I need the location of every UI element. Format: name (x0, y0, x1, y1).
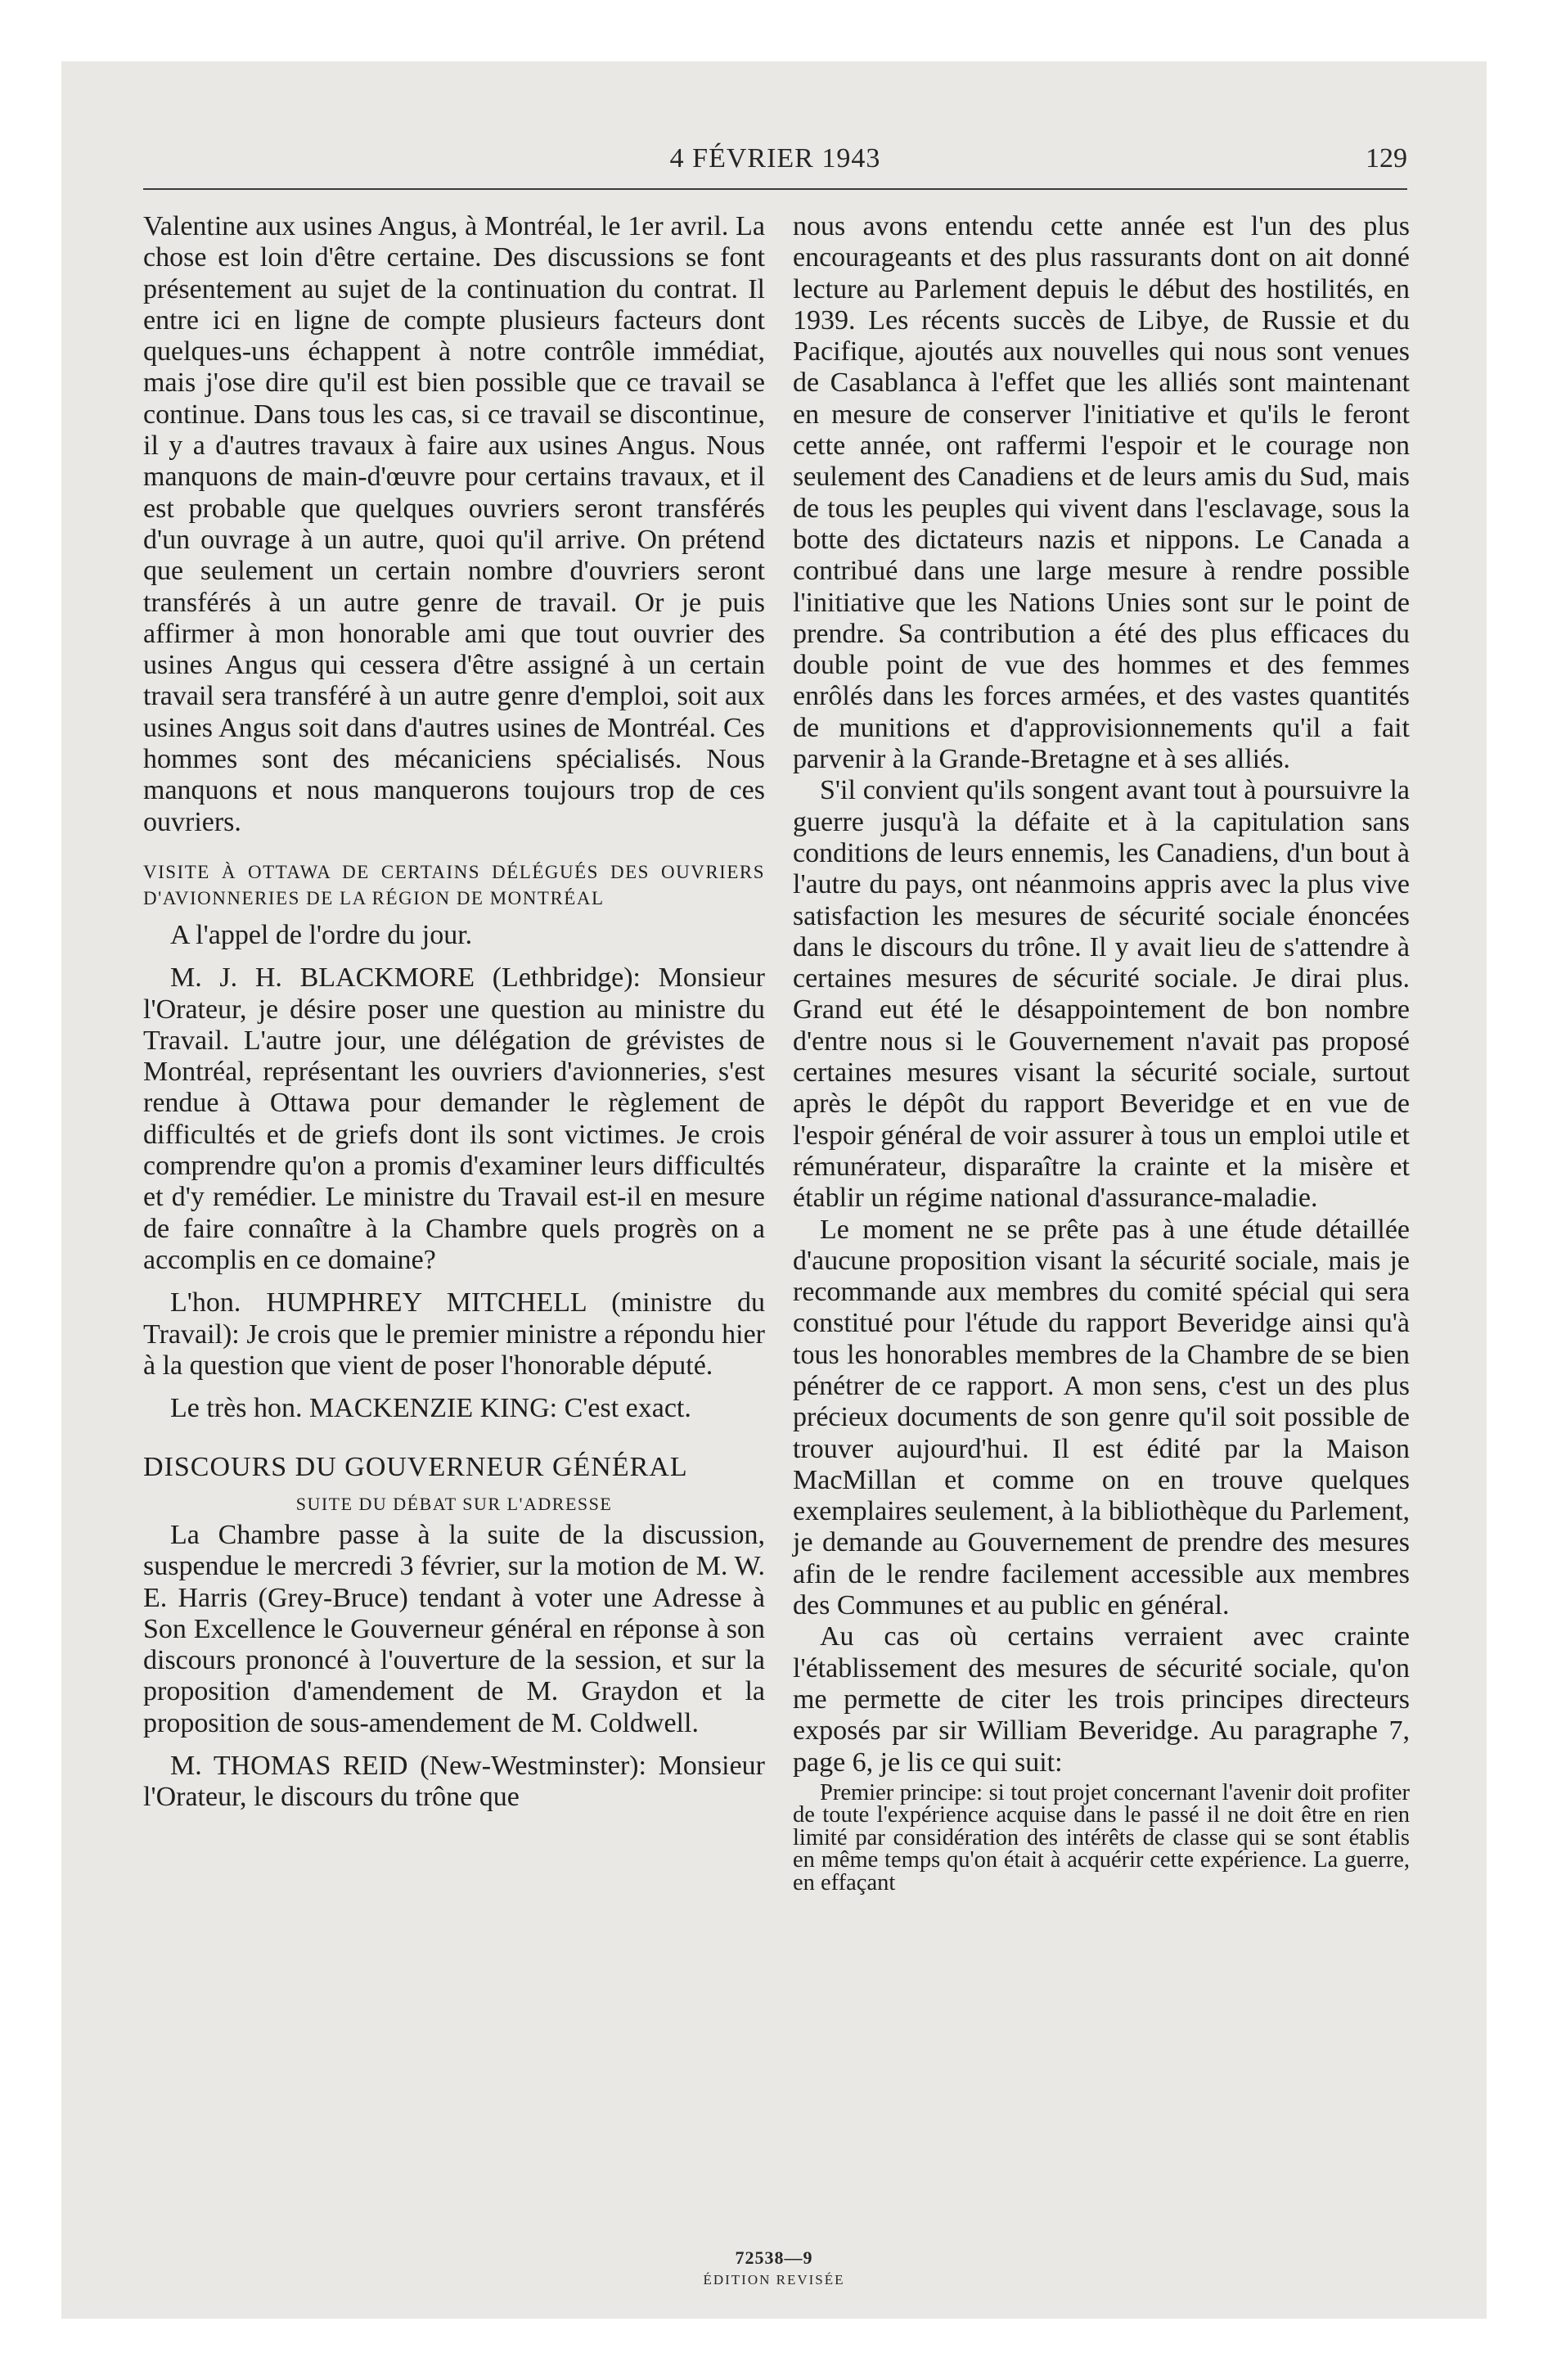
paragraph: Au cas où certains verraient avec crainte l'établissement des mesures de sécurité sociale, qu'on me permette de citer les trois principes directeurs exposés par sir William Beveridge. Au paragraphe 7, page 6, je lis ce qui suit: (793, 1621, 1410, 1778)
left-column (143, 211, 765, 1814)
speech-mitchell: L'hon. HUMPHREY MITCHELL (ministre du Travail): Je crois que le premier ministre a répondu hier à la question que vient de poser l'honorable député. (143, 1287, 765, 1381)
edition-label: ÉDITION REVISÉE (703, 2272, 845, 2288)
paragraph: nous avons entendu cette année est l'un des plus encourageants et des plus rassurants dont on ait donné lecture au Parlement depuis le début des hostilités, en 1939. Les récents succès de Libye, de Russie et du Pacifique, ajoutés aux nouvelles qui nous sont venues de Casablanca à l'effet que les alliés sont maintenant en mesure de conserver l'initiative et qu'ils le feront cette année, ont raffermi l'espoir et le courage non seulement des Canadiens et de leurs amis du Sud, mais de tous les peuples qui vivent dans l'esclavage, sous la botte des dictateurs nazis et nippons. Le Canada a contribué dans une large mesure à rendre possible l'initiative que les Nations Unies sont sur le point de prendre. Sa contribution a été des plus efficaces du double point de vue des hommes et des femmes enrôlés dans les forces armées, et des vastes quantités de munitions et d'approvisionnements qu'il a fait parvenir à la Grande-Bretagne et à ses alliés. (793, 211, 1410, 775)
block-quote: Premier principe: si tout projet concernant l'avenir doit profiter de toute l'expérience acquise dans le passé il ne doit être en rien limité par considération des intérêts de classe qui se sont établis en même temps qu'on était à acquérir cette expérience. La guerre, en effaçant (793, 1779, 1410, 1895)
section-subheading: SUITE DU DÉBAT SUR L'ADRESSE (295, 1493, 613, 1514)
paragraph: S'il convient qu'ils songent avant tout à poursuivre la guerre jusqu'à la défaite et à la capitulation sans conditions de leurs ennemis, les Canadiens, d'un bout à l'autre du pays, ont néanmoins appris avec la plus vive satisfaction les mesures de sécurité sociale énoncées dans le discours du trône. Il y avait lieu de s'attendre à certaines mesures de sécurité sociale. Je dirai plus. Grand eut été le désappointement de bon nombre d'entre nous si le Gouvernement n'avait pas proposé certaines mesures visant la sécurité sociale, surtout après le dépôt du rapport Beveridge et en vue de l'espoir général de voir assurer à tous un emploi utile et rémunérateur, disparaître la crainte et la misère et établir un régime national d'assurance-maladie. (793, 775, 1410, 1214)
print-code: 72538—9 (735, 2247, 813, 2268)
page-footer (0, 2247, 1548, 2288)
page-date: 4 FÉVRIER 1943 (669, 143, 881, 174)
speech-reid: M. THOMAS REID (New-Westminster): Monsieur l'Orateur, le discours du trône que (143, 1751, 765, 1813)
page-header (143, 143, 1407, 192)
paragraph: Le moment ne se prête pas à une étude détaillée d'aucune proposition visant la sécurité sociale, mais je recommande aux membres du comité spécial qui sera constitué pour l'étude du rapport Beveridge ainsi qu'à tous les honorables membres de la Chambre de se bien pénétrer de ce rapport. A mon sens, c'est un des plus précieux documents de son genre qu'il soit possible de trouver aujourd'hui. Il est édité par la Maison MacMillan et comme on en trouve quelques exemplaires seulement, à la bibliothèque du Parlement, je demande au Gouvernement de prendre des mesures afin de le rendre facilement accessible aux membres des Communes et au public en général. (793, 1214, 1410, 1621)
section-heading: VISITE À OTTAWA DE CERTAINS DÉLÉGUÉS DES OUVRIERS D'AVIONNERIES DE LA RÉGION DE MONTRÉAL (143, 861, 765, 908)
speech-king: Le très hon. MACKENZIE KING: C'est exact. (170, 1393, 691, 1424)
speech-blackmore: M. J. H. BLACKMORE (Lethbridge): Monsieur l'Orateur, je désire poser une question au ministre du Travail. L'autre jour, une délégation de grévistes de Montréal, représentant les ouvriers d'avionneries, s'est rendue à Ottawa pour demander le règlement de difficultés et de griefs dont ils sont victimes. Je crois comprendre qu'on a promis d'examiner leurs difficultés et d'y remédier. Le ministre du Travail est-il en mesure de faire connaître à la Chambre quels progrès on a accomplis en ce domaine? (143, 962, 765, 1275)
header-rule (143, 188, 1407, 190)
paragraph: La Chambre passe à la suite de la discussion, suspendue le mercredi 3 février, sur la motion de M. W. E. Harris (Grey-Bruce) tendant à voter une Adresse à Son Excellence le Gouverneur général en réponse à son discours prononcé à l'ouverture de la session, et sur la proposition d'amendement de M. Graydon et la proposition de sous-amendement de M. Coldwell. (143, 1519, 765, 1738)
paragraph: A l'appel de l'ordre du jour. (170, 919, 473, 950)
right-column (793, 211, 1410, 1894)
paragraph: Valentine aux usines Angus, à Montréal, le 1er avril. La chose est loin d'être certaine. Des discussions se font présentement au sujet de la continuation du contrat. Il entre ici en ligne de compte plusieurs facteurs dont quelques-uns échappent à notre contrôle immédiat, mais j'ose dire qu'il est bien possible que ce travail se continue. Dans tous les cas, si ce travail se discontinue, il y a d'autres travaux à faire aux usines Angus. Nous manquons de main-d'œuvre pour certains travaux, et il est probable que quelques ouvriers seront transférés d'un ouvrage à un autre, quoi qu'il arrive. On prétend que seulement un certain nombre d'ouvriers seront transférés à un autre genre de travail. Or je puis affirmer à mon honorable ami que tout ouvrier des usines Angus qui cessera d'être assigné à un certain travail sera transféré à un autre genre d'emploi, soit aux usines Angus soit dans d'autres usines de Montréal. Ces hommes sont des mécaniciens spécialisés. Nous manquons et nous manquerons toujours trop de ces ouvriers. (143, 211, 765, 837)
page-number: 129 (1366, 143, 1407, 174)
section-title: DISCOURS DU GOUVERNEUR GÉNÉRAL (143, 1452, 688, 1483)
